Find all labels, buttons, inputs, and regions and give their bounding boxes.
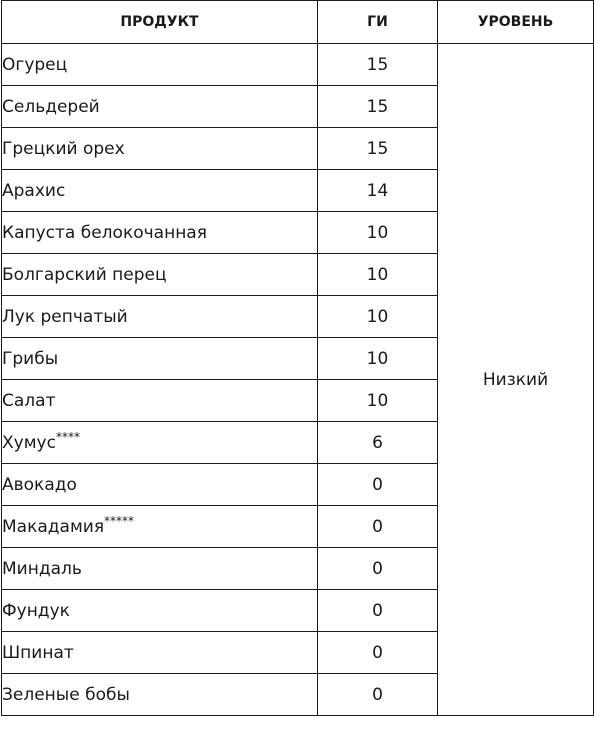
gi-value: 15 (318, 128, 438, 170)
product-name: Шпинат (2, 642, 74, 663)
product-name: Авокадо (2, 474, 77, 495)
product-cell (2, 296, 318, 338)
product-cell (2, 170, 318, 212)
product-name: Огурец (2, 54, 68, 75)
level-value: Низкий (438, 44, 594, 716)
gi-value: 10 (318, 296, 438, 338)
gi-value: 10 (318, 254, 438, 296)
product-name: Капуста белокочанная (2, 222, 207, 243)
gi-value: 10 (318, 338, 438, 380)
product-name: Зеленые бобы (2, 684, 130, 705)
product-cell (2, 590, 318, 632)
gi-value: 0 (318, 632, 438, 674)
product-name: Грибы (2, 348, 59, 369)
product-name: Арахис (2, 180, 66, 201)
header-product: ПРОДУКТ (2, 1, 318, 44)
product-cell (2, 128, 318, 170)
gi-value: 6 (318, 422, 438, 464)
product-name: Миндаль (2, 558, 82, 579)
gi-value: 0 (318, 506, 438, 548)
product-cell (2, 464, 318, 506)
header-level: УРОВЕНЬ (438, 1, 594, 44)
gi-value: 10 (318, 212, 438, 254)
product-name: Макадамия (2, 516, 105, 537)
gi-value: 10 (318, 380, 438, 422)
gi-value: 0 (318, 464, 438, 506)
gi-value: 0 (318, 590, 438, 632)
gi-value: 0 (318, 548, 438, 590)
header-gi: ГИ (318, 1, 438, 44)
product-name: Грецкий орех (2, 138, 125, 159)
product-name: Фундук (2, 600, 70, 621)
gi-value: 15 (318, 86, 438, 128)
product-name: Салат (2, 390, 56, 411)
product-name: Болгарский перец (2, 264, 167, 285)
gi-value: 0 (318, 674, 438, 716)
gi-value: 14 (318, 170, 438, 212)
product-cell (2, 674, 318, 716)
product-cell (2, 380, 318, 422)
product-name: Сельдерей (2, 96, 100, 117)
product-name: Хумус (2, 432, 56, 453)
product-cell (2, 506, 318, 548)
product-cell (2, 548, 318, 590)
product-name: Лук репчатый (2, 306, 128, 327)
product-cell (2, 338, 318, 380)
product-cell (2, 254, 318, 296)
footnote-marker: **** (55, 429, 80, 444)
product-cell (2, 44, 318, 86)
product-cell (2, 632, 318, 674)
header-row (2, 1, 594, 44)
product-cell (2, 86, 318, 128)
gi-value: 15 (318, 44, 438, 86)
table-row (2, 44, 594, 86)
product-cell (2, 212, 318, 254)
product-cell (2, 422, 318, 464)
footnote-marker: ***** (104, 513, 135, 528)
glycemic-index-table (1, 0, 594, 716)
